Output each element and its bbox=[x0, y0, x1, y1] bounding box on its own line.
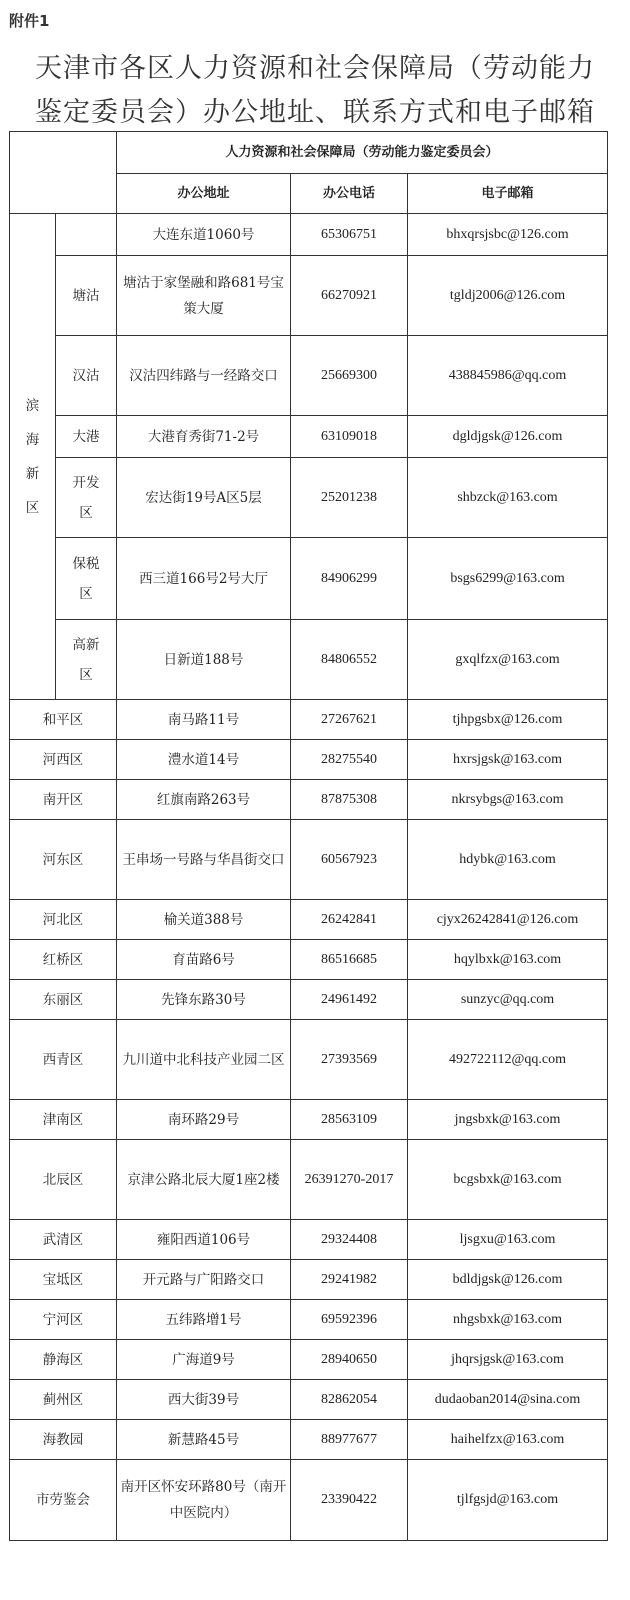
district-cell: 武清区 bbox=[10, 1220, 117, 1260]
district-cell: 东丽区 bbox=[10, 980, 117, 1020]
email-cell: dgldjgsk@126.com bbox=[408, 416, 608, 458]
table-row bbox=[10, 1380, 608, 1420]
district-cell-binhai: 滨海新区 bbox=[10, 214, 56, 700]
email-cell: bdldjgsk@126.com bbox=[408, 1260, 608, 1300]
table-row bbox=[10, 1300, 608, 1340]
email-cell: sunzyc@qq.com bbox=[408, 980, 608, 1020]
address-cell: 日新道188号 bbox=[117, 620, 291, 700]
address-cell: 汉沽四纬路与一经路交口 bbox=[117, 336, 291, 416]
email-cell: bcgsbxk@163.com bbox=[408, 1140, 608, 1220]
table-row bbox=[10, 1420, 608, 1460]
column-header-address: 办公地址 bbox=[117, 174, 291, 214]
phone-cell: 60567923 bbox=[291, 820, 408, 900]
sub-district-cell: 开发区 bbox=[56, 458, 117, 538]
table-row bbox=[10, 1020, 608, 1100]
phone-cell: 25201238 bbox=[291, 458, 408, 538]
table-row bbox=[10, 336, 608, 416]
district-cell: 海教园 bbox=[10, 1420, 117, 1460]
phone-cell: 84806552 bbox=[291, 620, 408, 700]
phone-cell: 69592396 bbox=[291, 1300, 408, 1340]
address-cell: 宏达街19号A区5层 bbox=[117, 458, 291, 538]
phone-cell: 23390422 bbox=[291, 1460, 408, 1541]
phone-cell: 25669300 bbox=[291, 336, 408, 416]
phone-cell: 65306751 bbox=[291, 214, 408, 256]
address-cell: 九川道中北科技产业园二区 bbox=[117, 1020, 291, 1100]
phone-cell: 27393569 bbox=[291, 1020, 408, 1100]
address-cell: 西大街39号 bbox=[117, 1380, 291, 1420]
table-row bbox=[10, 620, 608, 700]
district-cell: 河东区 bbox=[10, 820, 117, 900]
table-row bbox=[10, 780, 608, 820]
address-cell: 大连东道1060号 bbox=[117, 214, 291, 256]
address-cell: 五纬路增1号 bbox=[117, 1300, 291, 1340]
email-cell: gxqlfzx@163.com bbox=[408, 620, 608, 700]
email-cell: jngsbxk@163.com bbox=[408, 1100, 608, 1140]
email-cell: 438845986@qq.com bbox=[408, 336, 608, 416]
address-cell: 澧水道14号 bbox=[117, 740, 291, 780]
address-cell: 雍阳西道106号 bbox=[117, 1220, 291, 1260]
phone-cell: 66270921 bbox=[291, 256, 408, 336]
district-cell: 北辰区 bbox=[10, 1140, 117, 1220]
address-cell: 榆关道388号 bbox=[117, 900, 291, 940]
phone-cell: 24961492 bbox=[291, 980, 408, 1020]
email-cell: nhgsbxk@163.com bbox=[408, 1300, 608, 1340]
email-cell: shbzck@163.com bbox=[408, 458, 608, 538]
page-title-line2: 鉴定委员会）办公地址、联系方式和电子邮箱 bbox=[35, 97, 595, 128]
email-cell: haihelfzx@163.com bbox=[408, 1420, 608, 1460]
address-cell: 南开区怀安环路80号（南开中医院内） bbox=[117, 1460, 291, 1541]
address-cell: 红旗南路263号 bbox=[117, 780, 291, 820]
email-cell: 492722112@qq.com bbox=[408, 1020, 608, 1100]
phone-cell: 82862054 bbox=[291, 1380, 408, 1420]
phone-cell: 86516685 bbox=[291, 940, 408, 980]
email-cell: dudaoban2014@sina.com bbox=[408, 1380, 608, 1420]
email-cell: ljsgxu@163.com bbox=[408, 1220, 608, 1260]
phone-cell: 28563109 bbox=[291, 1100, 408, 1140]
phone-cell: 27267621 bbox=[291, 700, 408, 740]
district-cell: 宝坻区 bbox=[10, 1260, 117, 1300]
table-row bbox=[10, 1140, 608, 1220]
address-cell: 西三道166号2号大厅 bbox=[117, 538, 291, 620]
email-cell: bsgs6299@163.com bbox=[408, 538, 608, 620]
sub-district-cell: 汉沽 bbox=[56, 336, 117, 416]
address-cell: 大港育秀街71-2号 bbox=[117, 416, 291, 458]
phone-cell: 29324408 bbox=[291, 1220, 408, 1260]
page-title-line1: 天津市各区人力资源和社会保障局（劳动能力 bbox=[35, 53, 595, 84]
sub-cell-empty bbox=[56, 214, 117, 256]
district-cell: 河西区 bbox=[10, 740, 117, 780]
table-row bbox=[10, 740, 608, 780]
district-cell: 静海区 bbox=[10, 1340, 117, 1380]
email-cell: tjlfgsjd@163.com bbox=[408, 1460, 608, 1541]
email-cell: nkrsybgs@163.com bbox=[408, 780, 608, 820]
contact-table bbox=[9, 131, 608, 1541]
column-header-phone: 办公电话 bbox=[291, 174, 408, 214]
attachment-label: 附件1 bbox=[9, 12, 50, 30]
address-cell: 广海道9号 bbox=[117, 1340, 291, 1380]
phone-cell: 28940650 bbox=[291, 1340, 408, 1380]
email-cell: tgldj2006@126.com bbox=[408, 256, 608, 336]
sub-district-cell: 高新区 bbox=[56, 620, 117, 700]
district-cell: 和平区 bbox=[10, 700, 117, 740]
table-row bbox=[10, 940, 608, 980]
phone-cell: 84906299 bbox=[291, 538, 408, 620]
district-cell: 市劳鉴会 bbox=[10, 1460, 117, 1541]
address-cell: 南马路11号 bbox=[117, 700, 291, 740]
table-row bbox=[10, 458, 608, 538]
table-row bbox=[10, 538, 608, 620]
table-row bbox=[10, 700, 608, 740]
table-row bbox=[10, 980, 608, 1020]
phone-cell: 63109018 bbox=[291, 416, 408, 458]
phone-cell: 87875308 bbox=[291, 780, 408, 820]
sub-district-cell: 保税区 bbox=[56, 538, 117, 620]
address-cell: 先锋东路30号 bbox=[117, 980, 291, 1020]
address-cell: 新慧路45号 bbox=[117, 1420, 291, 1460]
email-cell: bhxqrsjsbc@126.com bbox=[408, 214, 608, 256]
district-cell: 南开区 bbox=[10, 780, 117, 820]
group-header: 人力资源和社会保障局（劳动能力鉴定委员会） bbox=[117, 132, 608, 174]
email-cell: hqylbxk@163.com bbox=[408, 940, 608, 980]
email-cell: cjyx26242841@126.com bbox=[408, 900, 608, 940]
phone-cell: 29241982 bbox=[291, 1260, 408, 1300]
table-row bbox=[10, 1340, 608, 1380]
table-row bbox=[10, 820, 608, 900]
table-row bbox=[10, 900, 608, 940]
district-cell: 河北区 bbox=[10, 900, 117, 940]
phone-cell: 26391270-2017 bbox=[291, 1140, 408, 1220]
email-cell: hdybk@163.com bbox=[408, 820, 608, 900]
district-cell: 津南区 bbox=[10, 1100, 117, 1140]
address-cell: 育苗路6号 bbox=[117, 940, 291, 980]
district-cell: 蓟州区 bbox=[10, 1380, 117, 1420]
address-cell: 京津公路北辰大厦1座2楼 bbox=[117, 1140, 291, 1220]
email-cell: jhqrsjgsk@163.com bbox=[408, 1340, 608, 1380]
phone-cell: 28275540 bbox=[291, 740, 408, 780]
district-cell: 宁河区 bbox=[10, 1300, 117, 1340]
column-header-email: 电子邮箱 bbox=[408, 174, 608, 214]
address-cell: 开元路与广阳路交口 bbox=[117, 1260, 291, 1300]
table-row bbox=[10, 1460, 608, 1541]
district-cell: 红桥区 bbox=[10, 940, 117, 980]
address-cell: 王串场一号路与华昌街交口 bbox=[117, 820, 291, 900]
district-cell: 西青区 bbox=[10, 1020, 117, 1100]
email-cell: hxrsjgsk@163.com bbox=[408, 740, 608, 780]
table-row bbox=[10, 256, 608, 336]
table-row bbox=[10, 1100, 608, 1140]
address-cell: 塘沽于家堡融和路681号宝策大厦 bbox=[117, 256, 291, 336]
table-row bbox=[10, 1260, 608, 1300]
phone-cell: 88977677 bbox=[291, 1420, 408, 1460]
corner-cell bbox=[10, 132, 117, 214]
address-cell: 南环路29号 bbox=[117, 1100, 291, 1140]
table-row bbox=[10, 416, 608, 458]
sub-district-cell: 塘沽 bbox=[56, 256, 117, 336]
email-cell: tjhpgsbx@126.com bbox=[408, 700, 608, 740]
sub-district-cell: 大港 bbox=[56, 416, 117, 458]
table-row bbox=[10, 1220, 608, 1260]
table-row bbox=[10, 214, 608, 256]
phone-cell: 26242841 bbox=[291, 900, 408, 940]
